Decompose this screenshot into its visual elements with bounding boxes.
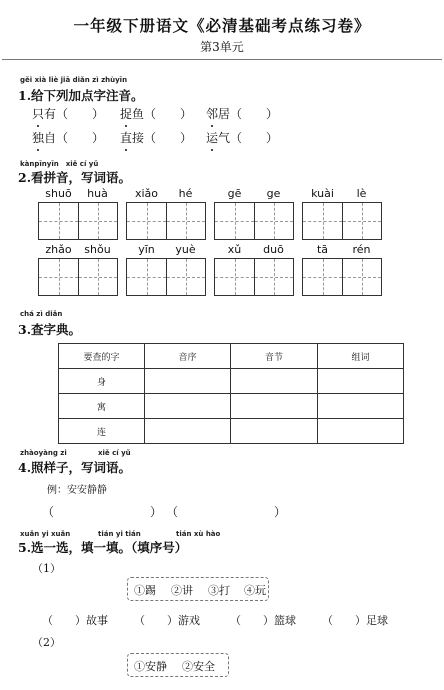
pinyin-label: hé <box>178 187 193 200</box>
q4-example: 例：安安静静 <box>47 485 107 496</box>
option-item: ③打 <box>208 584 230 597</box>
q1-item: 邻居（ ） <box>206 107 279 121</box>
q2-pinyin: kànpīnyīn xiě cí yǔ <box>20 160 99 168</box>
fill-blank[interactable]: （ ）游戏 <box>134 614 200 627</box>
q2-heading: 2.看拼音，写词语。 <box>18 170 132 185</box>
pinyin-label: xiǎo <box>134 187 159 200</box>
column-header: 音节 <box>231 344 318 369</box>
pinyin-label: gē <box>227 187 242 200</box>
fill-blank[interactable]: （ ）故事 <box>42 614 108 627</box>
q4-pinyin: zhàoyàng zi <box>20 449 67 457</box>
tianzige-box[interactable] <box>126 202 206 240</box>
q1-item: 独自（ ） <box>32 131 105 145</box>
option-item: ②讲 <box>171 584 193 597</box>
query-character: 寓 <box>59 394 145 419</box>
option-item: ①踢 <box>134 584 156 597</box>
pinyin-label: yīn <box>138 243 155 256</box>
pinyin-label: zhǎo <box>45 243 72 256</box>
page-title: 一年级下册语文《必清基础考点练习卷》 <box>73 16 371 35</box>
part1-label: （1） <box>32 562 61 575</box>
answer-cell[interactable] <box>231 369 318 394</box>
q1-heading: 1.给下列加点字注音。 <box>18 88 144 103</box>
unit-subtitle: 第3单元 <box>200 40 244 54</box>
option-item: ②安全 <box>182 660 215 673</box>
q5-pinyin: tián xù hào <box>176 530 221 538</box>
pinyin-label: duō <box>263 243 284 256</box>
q1-item: 运气（ ） <box>206 131 279 145</box>
tianzige-box[interactable] <box>214 202 294 240</box>
answer-blank[interactable]: （ ） <box>166 505 287 519</box>
q3-pinyin: chá zì diǎn <box>20 310 63 318</box>
q1-item: 只有（ ） <box>32 107 105 121</box>
table-row <box>59 394 404 419</box>
pinyin-label: ge <box>266 187 281 200</box>
q3-heading: 3.查字典。 <box>18 322 82 337</box>
fill-blank[interactable]: （ ）足球 <box>322 614 388 627</box>
q5-heading: 5.选一选，填一填。（填序号） <box>18 540 188 555</box>
tianzige-box[interactable] <box>302 258 382 296</box>
answer-cell[interactable] <box>231 394 318 419</box>
tianzige-box[interactable] <box>38 202 118 240</box>
q1-item: 捉鱼（ ） <box>120 107 193 121</box>
q1-item: 直接（ ） <box>120 131 193 145</box>
tianzige-box[interactable] <box>214 258 294 296</box>
pinyin-label: rén <box>352 243 371 256</box>
pinyin-label: huà <box>87 187 108 200</box>
pinyin-label: kuài <box>311 187 334 200</box>
query-character: 身 <box>59 369 145 394</box>
q4-pinyin: xiě cí yǔ <box>98 449 131 457</box>
answer-cell[interactable] <box>145 369 231 394</box>
header-divider <box>2 59 442 60</box>
answer-cell[interactable] <box>318 394 404 419</box>
q4-heading: 4.照样子，写词语。 <box>18 460 132 475</box>
answer-cell[interactable] <box>145 394 231 419</box>
column-header: 音序 <box>145 344 231 369</box>
pinyin-label: yuè <box>175 243 196 256</box>
column-header: 组词 <box>318 344 404 369</box>
tianzige-box[interactable] <box>302 202 382 240</box>
part2-label: （2） <box>32 636 61 649</box>
column-header: 要查的字 <box>59 344 145 369</box>
dictionary-table <box>58 343 404 444</box>
answer-cell[interactable] <box>318 369 404 394</box>
table-header-row <box>59 344 404 369</box>
option-item: ①安静 <box>134 660 167 673</box>
tianzige-box[interactable] <box>38 258 118 296</box>
pinyin-label: xǔ <box>227 243 242 256</box>
table-row <box>59 369 404 394</box>
q5-pinyin: xuǎn yi xuǎn <box>20 530 71 538</box>
option-item: ④玩 <box>244 584 266 597</box>
answer-cell[interactable] <box>318 419 404 444</box>
answer-cell[interactable] <box>145 419 231 444</box>
table-row <box>59 419 404 444</box>
answer-blank[interactable]: （ ） <box>42 505 163 519</box>
answer-cell[interactable] <box>231 419 318 444</box>
tianzige-box[interactable] <box>126 258 206 296</box>
q5-pinyin: tián yi tián <box>98 530 141 538</box>
pinyin-label: shǒu <box>84 243 111 256</box>
pinyin-label: shuō <box>45 187 72 200</box>
pinyin-label: tā <box>316 243 329 256</box>
query-character: 连 <box>59 419 145 444</box>
pinyin-label: lè <box>356 187 367 200</box>
fill-blank[interactable]: （ ）篮球 <box>230 614 296 627</box>
q1-pinyin: gěi xià liè jiā diǎn zì zhùyīn <box>20 76 128 84</box>
